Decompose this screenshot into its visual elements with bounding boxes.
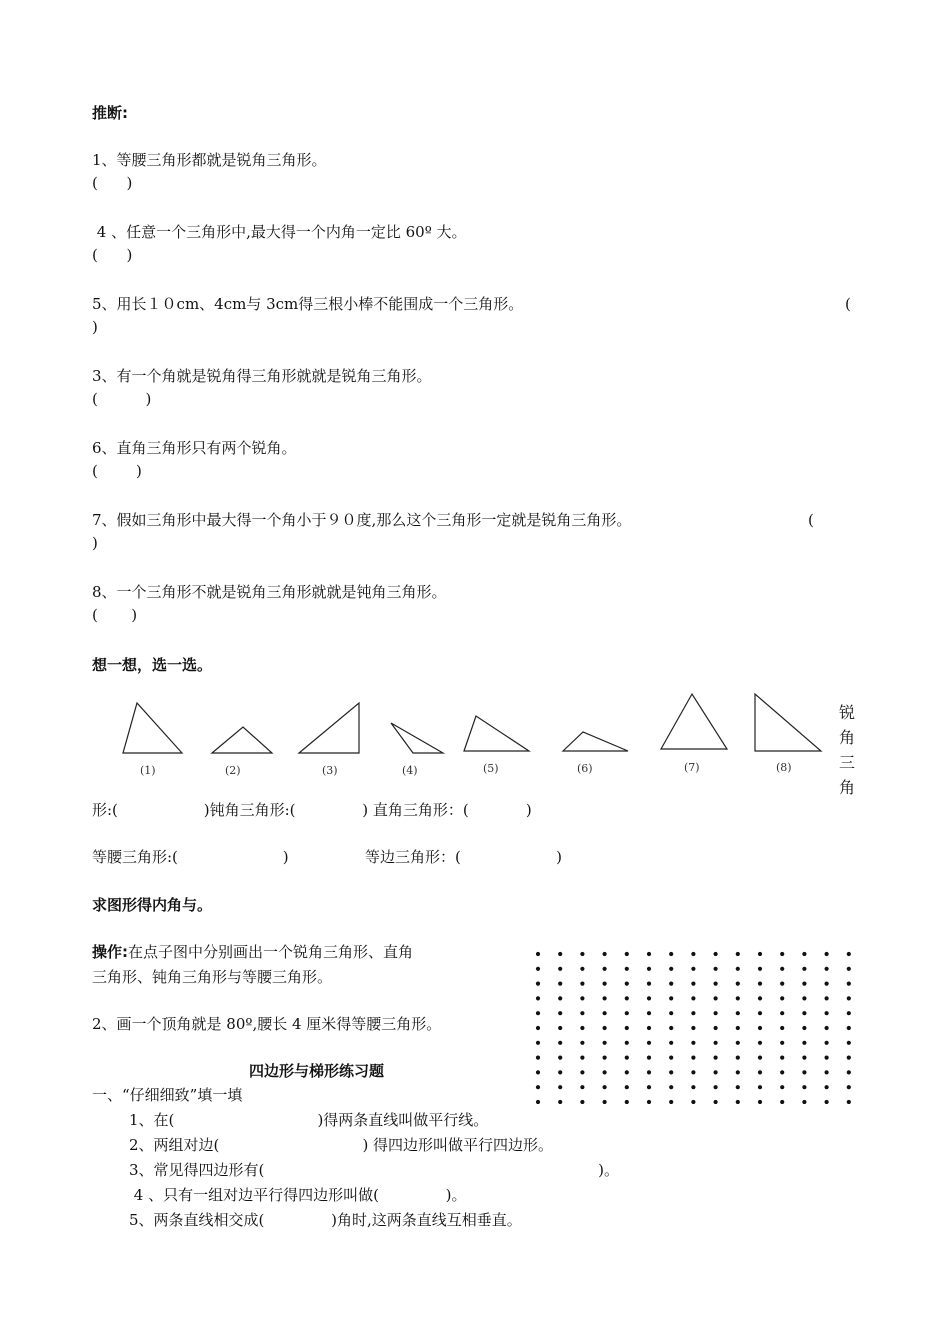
- grid-dot: [603, 1056, 607, 1060]
- grid-dot: [758, 1085, 762, 1089]
- grid-dot: [714, 1041, 718, 1045]
- operation-label: 操作:: [92, 943, 128, 961]
- vertical-char-3: 三: [839, 753, 856, 772]
- grid-dot: [536, 967, 540, 971]
- grid-dot: [825, 1085, 829, 1089]
- grid-dot: [580, 982, 584, 986]
- grid-dot: [825, 1011, 829, 1015]
- grid-dot: [558, 1011, 562, 1015]
- grid-dot: [625, 1056, 629, 1060]
- grid-dot: [647, 1085, 651, 1089]
- grid-dot: [802, 1011, 806, 1015]
- triangle-label-3: (3): [322, 764, 338, 777]
- grid-dot: [736, 1070, 740, 1074]
- grid-dot: [758, 1100, 762, 1104]
- grid-dot: [603, 1070, 607, 1074]
- grid-dot: [647, 1056, 651, 1060]
- grid-dot: [847, 1026, 851, 1030]
- grid-dot: [558, 1070, 562, 1074]
- grid-dot: [603, 1085, 607, 1089]
- grid-dot: [603, 1026, 607, 1030]
- grid-dot: [802, 1085, 806, 1089]
- grid-dot: [603, 1100, 607, 1104]
- grid-dot: [780, 1056, 784, 1060]
- triangle-label-7: (7): [684, 761, 700, 774]
- grid-dot: [558, 1085, 562, 1089]
- grid-dot: [691, 967, 695, 971]
- triangle-6: [563, 732, 628, 751]
- grid-dot: [625, 1041, 629, 1045]
- grid-dot: [558, 996, 562, 1000]
- answer-paren-5-close: ): [92, 318, 98, 336]
- grid-dot: [825, 1026, 829, 1030]
- grid-dot: [625, 982, 629, 986]
- section-title-angles: 求图形得内角与。: [92, 896, 213, 914]
- grid-dot: [669, 1070, 673, 1074]
- judge-item-5: 5、用长１０cm、4cm与 3cm得三根小棒不能围成一个三角形。: [92, 295, 524, 313]
- grid-dot: [669, 1011, 673, 1015]
- grid-dot: [603, 1041, 607, 1045]
- grid-dot: [647, 967, 651, 971]
- grid-dot: [802, 1070, 806, 1074]
- triangle-2: [212, 727, 272, 753]
- grid-dot: [625, 967, 629, 971]
- answer-paren-5-open[interactable]: (: [845, 295, 851, 313]
- grid-dot: [647, 1041, 651, 1045]
- grid-dot: [691, 1041, 695, 1045]
- operation-text-1: 在点子图中分别画出一个锐角三角形、直角: [128, 943, 414, 961]
- grid-dot: [603, 982, 607, 986]
- grid-dot: [736, 1056, 740, 1060]
- grid-dot: [847, 1100, 851, 1104]
- fill-item-1: 1、在( )得两条直线叫做平行线。: [129, 1111, 489, 1129]
- answer-paren-6[interactable]: ( ): [92, 462, 142, 480]
- grid-dot: [669, 1100, 673, 1104]
- section-title-judge: 推断:: [92, 104, 128, 122]
- grid-dot: [802, 1041, 806, 1045]
- grid-dot: [580, 1056, 584, 1060]
- grid-dot: [558, 982, 562, 986]
- grid-dot: [625, 1070, 629, 1074]
- grid-dot: [758, 1056, 762, 1060]
- grid-dot: [758, 1041, 762, 1045]
- grid-dot: [536, 1056, 540, 1060]
- grid-dot: [758, 1026, 762, 1030]
- fill-item-2: 2、两组对边( ) 得四边形叫做平行四边形。: [129, 1136, 554, 1154]
- grid-dot: [691, 996, 695, 1000]
- grid-dot: [802, 1026, 806, 1030]
- grid-dot: [691, 1070, 695, 1074]
- grid-dot: [691, 1100, 695, 1104]
- grid-dot: [580, 1041, 584, 1045]
- grid-dot: [714, 1011, 718, 1015]
- triangle-5: [464, 716, 529, 751]
- grid-dot: [736, 1100, 740, 1104]
- answer-paren-7-open[interactable]: (: [808, 511, 814, 529]
- operation-text-2: 三角形、钝角三角形与等腰三角形。: [92, 968, 333, 986]
- grid-dot: [758, 967, 762, 971]
- grid-dot: [780, 1070, 784, 1074]
- grid-dot: [536, 1085, 540, 1089]
- answer-paren-4[interactable]: ( ): [92, 246, 133, 264]
- triangle-label-2: (2): [225, 764, 241, 777]
- grid-dot: [714, 1100, 718, 1104]
- grid-dot: [669, 967, 673, 971]
- grid-dot: [780, 1041, 784, 1045]
- grid-dot: [758, 1011, 762, 1015]
- grid-dot: [780, 1011, 784, 1015]
- grid-dot: [714, 1070, 718, 1074]
- grid-dot: [647, 996, 651, 1000]
- triangle-1: [123, 703, 182, 753]
- triangle-label-6: (6): [577, 762, 593, 775]
- grid-dot: [847, 967, 851, 971]
- grid-dot: [669, 1085, 673, 1089]
- triangle-7: [661, 694, 727, 749]
- grid-dot: [536, 1070, 540, 1074]
- operation-line-1: [92, 943, 413, 961]
- grid-dot: [580, 1070, 584, 1074]
- grid-dot: [802, 1100, 806, 1104]
- grid-dot: [558, 1100, 562, 1104]
- grid-dot: [603, 967, 607, 971]
- grid-dot: [691, 1026, 695, 1030]
- grid-dot: [558, 1041, 562, 1045]
- grid-dot: [647, 1100, 651, 1104]
- judge-item-6: 6、直角三角形只有两个锐角。: [92, 439, 297, 457]
- classify-row-1: 形:( )钝角三角形:( ) 直角三角形：( ): [92, 801, 532, 819]
- grid-dot: [847, 982, 851, 986]
- grid-dot: [825, 967, 829, 971]
- grid-dot: [714, 996, 718, 1000]
- grid-dot: [669, 996, 673, 1000]
- grid-dot: [625, 952, 629, 956]
- grid-dot: [847, 1070, 851, 1074]
- grid-dot: [758, 952, 762, 956]
- grid-dot: [580, 1100, 584, 1104]
- grid-dot: [536, 996, 540, 1000]
- grid-dot: [647, 1026, 651, 1030]
- triangle-label-8: (8): [776, 761, 792, 774]
- classify-row-2: 等腰三角形:( ) 等边三角形：( ): [92, 848, 563, 866]
- grid-dot: [669, 1041, 673, 1045]
- grid-dot: [625, 996, 629, 1000]
- grid-dot: [580, 996, 584, 1000]
- grid-dot: [580, 1011, 584, 1015]
- fill-item-3: 3、常见得四边形有( )。: [129, 1161, 620, 1179]
- grid-dot: [580, 967, 584, 971]
- grid-dot: [847, 1041, 851, 1045]
- grid-dot: [714, 1026, 718, 1030]
- grid-dot: [780, 982, 784, 986]
- triangle-3: [299, 703, 359, 753]
- grid-dot: [736, 1011, 740, 1015]
- grid-dot: [825, 1056, 829, 1060]
- grid-dot: [847, 1011, 851, 1015]
- grid-dot: [669, 952, 673, 956]
- grid-dot: [536, 1100, 540, 1104]
- grid-dot: [691, 982, 695, 986]
- triangle-label-5: (5): [483, 762, 499, 775]
- grid-dot: [802, 1056, 806, 1060]
- answer-paren-7-close: ): [92, 534, 98, 552]
- grid-dot: [691, 952, 695, 956]
- grid-dot: [825, 952, 829, 956]
- grid-dot: [603, 952, 607, 956]
- grid-dot: [736, 952, 740, 956]
- grid-dot: [825, 996, 829, 1000]
- grid-dot: [758, 1070, 762, 1074]
- grid-dot: [669, 1056, 673, 1060]
- judge-item-4: 4 、任意一个三角形中,最大得一个内角一定比 60º 大。: [92, 223, 467, 241]
- grid-dot: [580, 1085, 584, 1089]
- vertical-char-4: 角: [839, 778, 856, 797]
- grid-dot: [758, 982, 762, 986]
- grid-dot: [536, 1026, 540, 1030]
- fill-in-subtitle: 一、“仔细细致”填一填: [92, 1086, 243, 1104]
- grid-dot: [802, 952, 806, 956]
- dot-grid[interactable]: [528, 944, 858, 1104]
- triangle-label-1: (1): [140, 764, 156, 777]
- judge-item-1: 1、等腰三角形都就是锐角三角形。: [92, 151, 327, 169]
- grid-dot: [780, 1100, 784, 1104]
- grid-dot: [714, 967, 718, 971]
- section-title-choose: 想一想，选一选。: [92, 656, 213, 674]
- grid-dot: [625, 1085, 629, 1089]
- judge-item-3: 3、有一个角就是锐角得三角形就就是锐角三角形。: [92, 367, 432, 385]
- grid-dot: [847, 1056, 851, 1060]
- grid-dot: [736, 967, 740, 971]
- grid-dot: [780, 996, 784, 1000]
- grid-dot: [691, 1056, 695, 1060]
- grid-dot: [558, 952, 562, 956]
- grid-dot: [825, 1100, 829, 1104]
- answer-paren-8[interactable]: ( ): [92, 606, 138, 624]
- grid-dot: [847, 952, 851, 956]
- grid-dot: [714, 1085, 718, 1089]
- grid-dot: [691, 1011, 695, 1015]
- grid-dot: [802, 996, 806, 1000]
- grid-dot: [847, 1085, 851, 1089]
- grid-dot: [714, 1056, 718, 1060]
- grid-dot: [536, 952, 540, 956]
- grid-dot: [603, 1011, 607, 1015]
- grid-dot: [558, 1056, 562, 1060]
- grid-dot: [825, 1070, 829, 1074]
- grid-dot: [780, 952, 784, 956]
- triangle-label-4: (4): [402, 764, 418, 777]
- judge-item-7: 7、假如三角形中最大得一个角小于９０度,那么这个三角形一定就是锐角三角形。: [92, 511, 632, 529]
- grid-dot: [625, 1026, 629, 1030]
- triangle-8: [755, 694, 821, 751]
- grid-dot: [625, 1100, 629, 1104]
- grid-dot: [647, 1011, 651, 1015]
- vertical-char-1: 锐: [839, 703, 856, 722]
- grid-dot: [536, 1041, 540, 1045]
- grid-dot: [647, 1070, 651, 1074]
- grid-dot: [780, 1085, 784, 1089]
- grid-dot: [580, 952, 584, 956]
- grid-dot: [736, 1026, 740, 1030]
- grid-dot: [847, 996, 851, 1000]
- fill-item-4: 4 、只有一组对边平行得四边形叫做( )。: [129, 1186, 467, 1204]
- grid-dot: [736, 1085, 740, 1089]
- grid-dot: [536, 982, 540, 986]
- grid-dot: [736, 1041, 740, 1045]
- grid-dot: [780, 967, 784, 971]
- answer-paren-1[interactable]: ( ): [92, 174, 133, 192]
- grid-dot: [714, 982, 718, 986]
- fill-item-5: 5、两条直线相交成( )角时,这两条直线互相垂直。: [129, 1211, 522, 1229]
- grid-dot: [647, 982, 651, 986]
- grid-dot: [558, 967, 562, 971]
- grid-dot: [736, 982, 740, 986]
- grid-dot: [536, 1011, 540, 1015]
- grid-dot: [825, 982, 829, 986]
- judge-item-8: 8、一个三角形不就是锐角三角形就就是钝角三角形。: [92, 583, 447, 601]
- grid-dot: [825, 1041, 829, 1045]
- grid-dot: [758, 996, 762, 1000]
- quadrilateral-title: 四边形与梯形练习题: [249, 1062, 385, 1080]
- grid-dot: [691, 1085, 695, 1089]
- grid-dot: [714, 952, 718, 956]
- grid-dot: [580, 1026, 584, 1030]
- grid-dot: [625, 1011, 629, 1015]
- grid-dot: [780, 1026, 784, 1030]
- grid-dot: [669, 982, 673, 986]
- draw-isosceles-question: 2、画一个顶角就是 80º,腰长 4 厘米得等腰三角形。: [92, 1015, 442, 1033]
- grid-dot: [603, 996, 607, 1000]
- grid-dot: [647, 952, 651, 956]
- vertical-char-2: 角: [839, 728, 856, 747]
- grid-dot: [669, 1026, 673, 1030]
- grid-dot: [558, 1026, 562, 1030]
- grid-dot: [802, 967, 806, 971]
- answer-paren-3[interactable]: ( ): [92, 390, 152, 408]
- grid-dot: [802, 982, 806, 986]
- triangle-4: [391, 723, 443, 753]
- grid-dot: [736, 996, 740, 1000]
